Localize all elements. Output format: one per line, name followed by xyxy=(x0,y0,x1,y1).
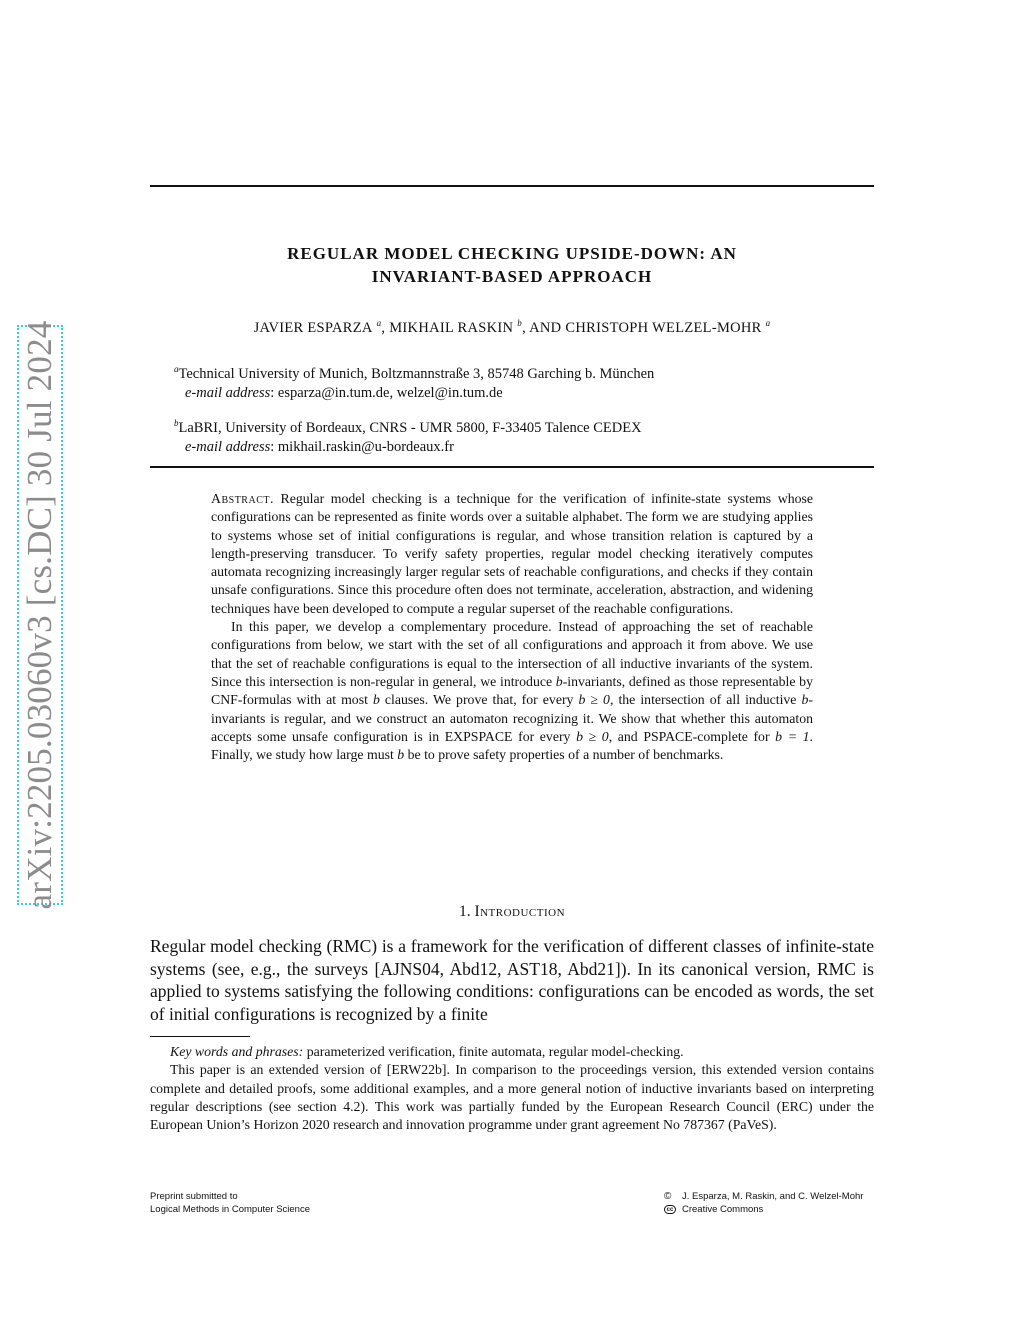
section-heading xyxy=(150,903,874,921)
copyright-holders: J. Esparza, M. Raskin, and C. Welzel-Mohr xyxy=(682,1191,864,1202)
email-address-a: : esparza@in.tum.de, welzel@in.tum.de xyxy=(270,385,503,401)
header-bottom-rule xyxy=(150,466,874,468)
paper-title-line-1: REGULAR MODEL CHECKING UPSIDE-DOWN: AN xyxy=(287,244,737,263)
email-label-a: e-mail address xyxy=(185,385,271,401)
math-b-ge-0: b ≥ 0 xyxy=(578,692,610,708)
abstract-text-2e: -invariants is regular, and we construct an automaton recognizing it. We show that whether this automaton accepts some unsafe configuration is in EXPSPACE for every xyxy=(211,692,813,744)
math-b: b xyxy=(372,692,380,708)
math-b: b xyxy=(801,692,809,708)
math-b: b xyxy=(555,673,563,689)
creative-commons-icon: cc xyxy=(664,1205,676,1214)
abstract-text-2g: . Finally, we study how large must xyxy=(211,728,813,763)
author-welzel-mohr: CHRISTOPH WELZEL-MOHR xyxy=(565,320,762,336)
abstract-text-2b: -invariants, defined as those representable by CNF-formulas with at most xyxy=(211,673,813,708)
author-separator-1: , xyxy=(381,320,390,336)
arxiv-stamp-text: arXiv:2205.03060v3 [cs.DC] 30 Jul 2024 xyxy=(20,320,59,910)
author-mark-b: b xyxy=(517,318,523,328)
introduction-paragraph: Regular model checking (RMC) is a framework for the verification of different classes of infinite-state systems (see, e.g., the surveys [AJNS04, Abd12, AST18, Abd21]). In its canonical version, RMC is applied to systems satisfying the following conditions: configurations can be encoded as words, the set of initial configurations is recognized by a finite xyxy=(150,936,874,1024)
author-raskin: MIKHAIL RASKIN xyxy=(389,320,514,336)
abstract-text-2d: , the intersection of all inductive xyxy=(609,692,802,708)
math-b-ge-0: b ≥ 0 xyxy=(576,728,609,744)
abstract-paragraph-1 xyxy=(211,490,813,618)
abstract-text-2h: be to prove safety properties of a number of benchmarks. xyxy=(404,747,724,763)
math-b: b xyxy=(397,747,405,763)
footnote-rule xyxy=(150,1036,250,1037)
submission-info xyxy=(150,1191,310,1216)
email-label-b: e-mail address xyxy=(185,439,271,455)
top-rule xyxy=(150,185,874,187)
copyright-icon: © xyxy=(664,1191,672,1202)
abstract-text-1: Regular model checking is a technique for the verification of infinite-state systems whose configurations can be represented as finite words over a suitable alphabet. The form we are studying applies to systems whose set of initial configurations is regular, and whose transition relation is captured by a length-preserving transducer. To verify safety properties, regular model checking iteratively computes automata recognizing increasingly larger regular sets of reachable configurations, and checks if they contain unsafe configurations. Since this procedure often does not terminate, acceleration, abstraction, and widening techniques have been developed to compute a regular superset of the reachable configurations. xyxy=(211,491,813,616)
keywords-text: parameterized verification, finite automata, regular model-checking. xyxy=(303,1044,684,1059)
author-mark-a1: a xyxy=(376,318,382,328)
keywords-footnote xyxy=(150,1043,874,1061)
affiliation-mark-b: b xyxy=(174,418,179,428)
author-list xyxy=(150,318,874,337)
affiliation-b xyxy=(174,414,642,457)
section-number: 1. xyxy=(458,903,471,920)
abstract-text-2f: , and PSPACE-complete for xyxy=(608,728,776,744)
abstract-paragraph-2 xyxy=(211,618,813,764)
abstract-text-2a: In this paper, we develop a complementary procedure. Instead of approaching the set of reachable configurations from below, we start with the set of all configurations and approach it from above. We use that the set of reachable configurations is equal to the intersection of all inductive invariants of the system. Since this intersection is non-regular in general, we introduce xyxy=(211,619,813,689)
footnotes xyxy=(150,1043,874,1134)
extended-version-footnote: This paper is an extended version of [ERW22b]. In comparison to the proceedings version, this extended version contains complete and detailed proofs, some additional examples, and a more general notion of inductive invariants based on interpreting regular descriptions (see section 4.2). This work was partially funded by the European Research Council (ERC) under the European Union’s Horizon 2020 research and innovation programme under grant agreement No 787367 (PaVeS). xyxy=(150,1062,874,1133)
submission-journal: Logical Methods in Computer Science xyxy=(150,1203,311,1215)
abstract-text-2c: clauses. We prove that, for every xyxy=(379,692,579,708)
author-separator-2: , AND xyxy=(522,320,566,336)
affiliation-institution-b: LaBRI, University of Bordeaux, CNRS - UMR 5800, F-33405 Talence CEDEX xyxy=(178,420,642,436)
abstract-label: Abstract. xyxy=(211,491,274,506)
keywords-label: Key words and phrases: xyxy=(170,1044,304,1059)
license-name: Creative Commons xyxy=(682,1203,764,1215)
section-title: Introduction xyxy=(474,903,566,920)
author-mark-a3: a xyxy=(765,318,771,328)
affiliation-a xyxy=(174,360,654,403)
math-b-eq-1: b = 1 xyxy=(775,728,810,744)
affiliation-mark-a: a xyxy=(174,364,179,374)
abstract xyxy=(211,490,813,764)
license-info xyxy=(664,1191,874,1216)
submission-line-1: Preprint submitted to xyxy=(150,1191,238,1202)
affiliation-institution-a: Technical University of Munich, Boltzmannstraße 3, 85748 Garching b. München xyxy=(178,366,655,382)
paper-title-line-2: INVARIANT-BASED APPROACH xyxy=(371,267,653,286)
author-esparza: JAVIER ESPARZA xyxy=(253,320,373,336)
arxiv-stamp xyxy=(17,320,63,910)
email-address-b: : mikhail.raskin@u-bordeaux.fr xyxy=(270,439,454,455)
introduction-body xyxy=(150,935,874,1025)
